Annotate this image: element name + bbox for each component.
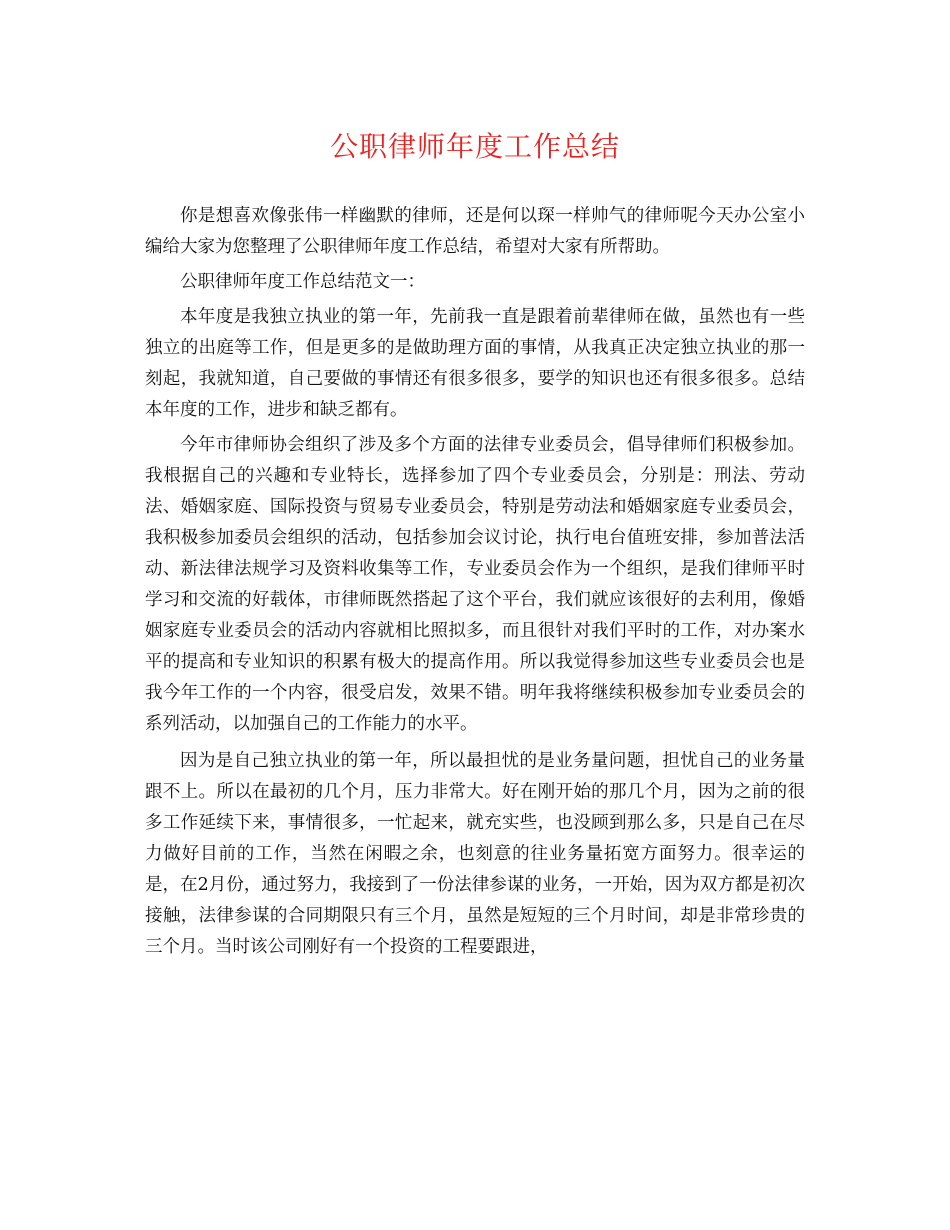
section-heading: 公职律师年度工作总结范文一： [180, 272, 425, 292]
body-paragraph: 本年度是我独立执业的第一年，先前我一直是跟着前辈律师在做，虽然也有一些独立的出庭等工作，但是更多的是做助理方面的事情，从我真正决定独立执业的那一刻起，我就知道，自己要做的事情还有很多很多，要学的知识也还有很多很多。总结本年度的工作，进步和缺乏都有。 [145, 307, 805, 420]
document-body [145, 201, 805, 963]
body-paragraph: 今年市律师协会组织了涉及多个方面的法律专业委员会，倡导律师们积极参加。我根据自己的兴趣和专业特长，选择参加了四个专业委员会，分别是：刑法、劳动法、婚姻家庭、国际投资与贸易专业委员会，特别是劳动法和婚姻家庭专业委员会，我积极参加委员会组织的活动，包括参加会议讨论，执行电台值班安排，参加普法活动、新法律法规学习及资料收集等工作，专业委员会作为一个组织，是我们律师平时学习和交流的好载体，市律师既然搭起了这个平台，我们就应该很好的去利用，像婚姻家庭专业委员会的活动内容就相比照拟多，而且很针对我们平时的工作，对办案水平的提高和专业知识的积累有极大的提高作用。所以我觉得参加这些专业委员会也是我今年工作的一个内容，很受启发，效果不错。明年我将继续积极参加专业委员会的系列活动，以加强自己的工作能力的水平。 [145, 435, 805, 734]
document-title: 公职律师年度工作总结 [329, 130, 620, 163]
body-paragraph: 因为是自己独立执业的第一年，所以最担忧的是业务量问题，担忧自己的业务量跟不上。所以在最初的几个月，压力非常大。好在刚开始的那几个月，因为之前的很多工作延续下来，事情很多，一忙起来，就充实些，也没顾到那么多，只是自己在尽力做好目前的工作，当然在闲暇之余，也刻意的往业务量拓宽方面努力。很幸运的是，在2月份，通过努力，我接到了一份法律参谋的业务，一开始，因为双方都是初次接触，法律参谋的合同期限只有三个月，虽然是短短的三个月时间，却是非常珍贵的三个月。当时该公司刚好有一个投资的工程要跟进， [145, 751, 805, 957]
intro-paragraph: 你是想喜欢像张伟一样幽默的律师，还是何以琛一样帅气的律师呢今天办公室小编给大家为您整理了公职律师年度工作总结，希望对大家有所帮助。 [145, 206, 805, 257]
